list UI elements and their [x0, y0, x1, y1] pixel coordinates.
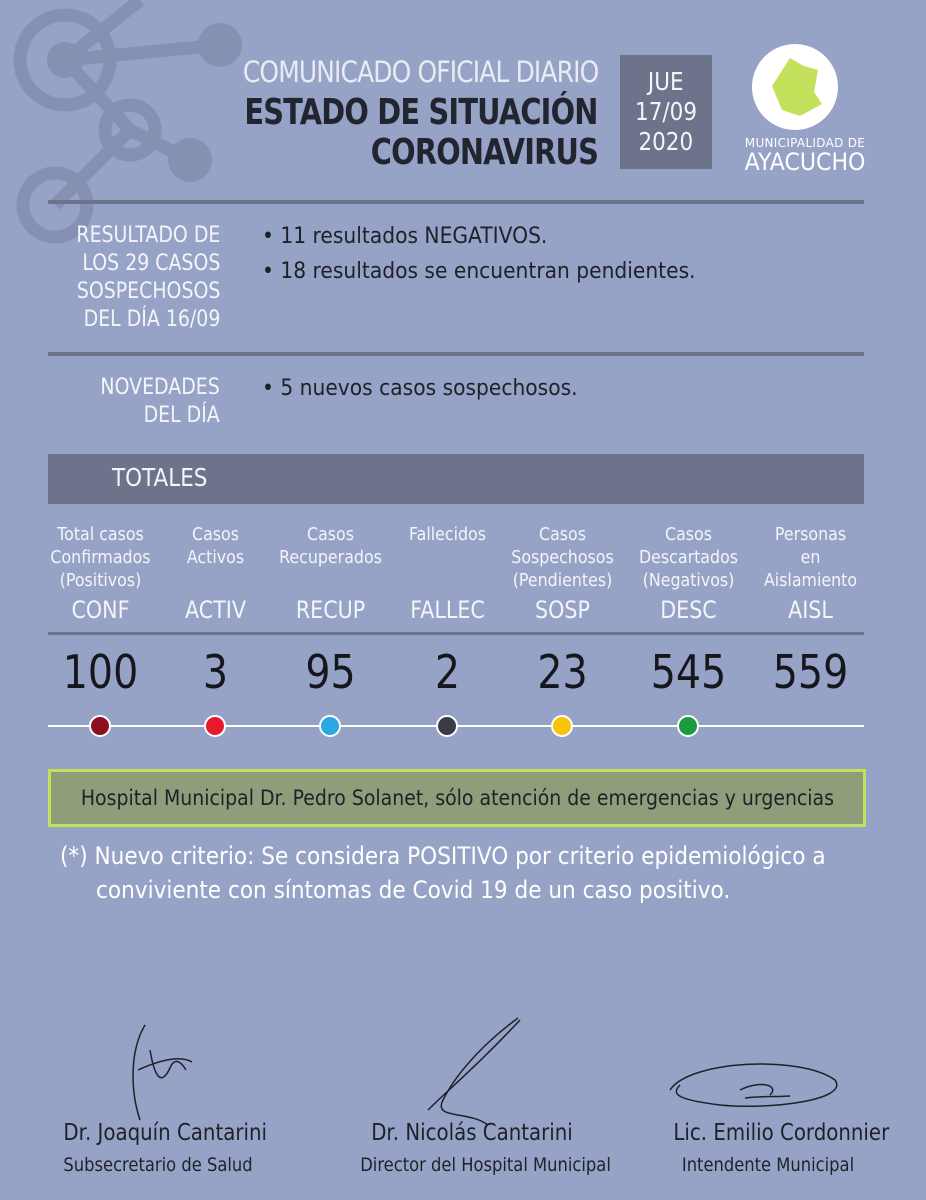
results-label	[76, 222, 220, 334]
signatory-role: Subsecretario de Salud	[63, 1154, 253, 1176]
status-dot	[677, 715, 699, 737]
column-description-line: Aislamiento	[763, 570, 858, 591]
column-value: 100	[62, 645, 139, 699]
novedades-label	[101, 374, 220, 430]
signatory-role: Intendente Municipal	[681, 1154, 855, 1176]
column-description	[46, 523, 156, 592]
map-icon	[752, 44, 838, 130]
section-divider	[48, 200, 864, 204]
signatory-name: Dr. Joaquín Cantarini	[63, 1120, 268, 1146]
column-abbreviation: CONF	[71, 596, 130, 624]
signatory-name: Dr. Nicolás Cantarini	[371, 1120, 573, 1146]
column-value: 3	[202, 645, 229, 699]
column-description-line: Casos	[665, 524, 712, 545]
column-value: 545	[650, 645, 727, 699]
column-description	[634, 523, 744, 592]
header-title-line2: CORONAVIRUS	[370, 132, 598, 173]
header-title-line1: ESTADO DE SITUACIÓN	[244, 92, 598, 133]
column-abbreviation: SOSP	[535, 596, 590, 624]
column-description-line: en	[800, 547, 821, 568]
column-abbreviation: ACTIV	[184, 596, 246, 624]
results-label-line: DEL DÍA 16/09	[83, 307, 221, 332]
status-dot	[204, 715, 226, 737]
signature-1	[100, 1010, 210, 1130]
hospital-notice-box	[48, 769, 866, 827]
column-description-line: Casos	[539, 524, 586, 545]
column-value: 559	[772, 645, 849, 699]
novedades-label-line: DEL DÍA	[143, 403, 220, 428]
column-description-line: Casos	[307, 524, 354, 545]
results-bullet: • 18 resultados se encuentran pendientes.	[262, 259, 696, 284]
column-description-line: Sospechosos	[511, 547, 614, 568]
column-value: 23	[537, 645, 588, 699]
column-value: 95	[305, 645, 356, 699]
date-box	[620, 55, 712, 169]
column-abbreviation: FALLEC	[410, 596, 485, 624]
signature-3	[660, 1050, 850, 1120]
totals-label: TOTALES	[112, 463, 208, 492]
status-dot	[319, 715, 341, 737]
criteria-note-line2: conviviente con síntomas de Covid 19 de un caso positivo.	[96, 876, 731, 904]
column-description-line: Recuperados	[279, 547, 382, 568]
column-description	[276, 523, 386, 569]
column-description	[508, 523, 618, 592]
signatory-name: Lic. Emilio Cordonnier	[673, 1120, 890, 1146]
column-description-line: Personas	[774, 524, 847, 545]
logo-text-top: MUNICIPALIDAD DE	[744, 136, 866, 150]
column-abbreviation: AISL	[788, 596, 833, 624]
column-description-line: (Positivos)	[59, 570, 142, 591]
hospital-notice-text: Hospital Municipal Dr. Pedro Solanet, sólo atención de emergencias y urgencias	[80, 786, 834, 810]
header-subtitle: COMUNICADO OFICIAL DIARIO	[242, 55, 598, 89]
results-bullet: • 11 resultados NEGATIVOS.	[262, 224, 548, 249]
column-description	[393, 523, 503, 546]
results-label-line: LOS 29 CASOS	[82, 251, 220, 276]
column-description	[756, 523, 866, 592]
results-label-line: RESULTADO DE	[76, 223, 220, 248]
column-value: 2	[434, 645, 461, 699]
novedades-bullet: • 5 nuevos casos sospechosos.	[262, 376, 578, 401]
column-abbreviation: RECUP	[295, 596, 366, 624]
results-label-line: SOSPECHOSOS	[76, 279, 220, 304]
column-abbreviation: DESC	[660, 596, 717, 624]
column-description	[161, 523, 271, 569]
signatory-role: Director del Hospital Municipal	[360, 1154, 611, 1176]
molecule-graphic	[0, 0, 270, 260]
totals-divider	[48, 632, 864, 635]
status-dot	[436, 715, 458, 737]
logo-text-bottom: AYACUCHO	[744, 148, 866, 176]
column-description-line: Fallecidos	[408, 524, 487, 545]
column-description-line: Total casos	[57, 524, 144, 545]
date-weekday: JUE	[648, 67, 684, 96]
column-description-line: (Negativos)	[642, 570, 735, 591]
column-description-line: Descartados	[638, 547, 739, 568]
column-description-line: Activos	[186, 547, 245, 568]
status-dot	[89, 715, 111, 737]
date-day-month: 17/09	[635, 97, 697, 126]
date-year: 2020	[638, 127, 694, 156]
section-divider	[48, 352, 864, 356]
signature-2	[408, 1010, 528, 1130]
column-description-line: Confirmados	[50, 547, 151, 568]
column-description-line: (Pendientes)	[512, 570, 613, 591]
status-dot	[551, 715, 573, 737]
criteria-note-line1: (*) Nuevo criterio: Se considera POSITIVO por criterio epidemiológico a	[60, 842, 826, 870]
column-description-line: Casos	[192, 524, 239, 545]
municipality-logo	[752, 44, 838, 130]
novedades-label-line: NOVEDADES	[100, 375, 220, 400]
